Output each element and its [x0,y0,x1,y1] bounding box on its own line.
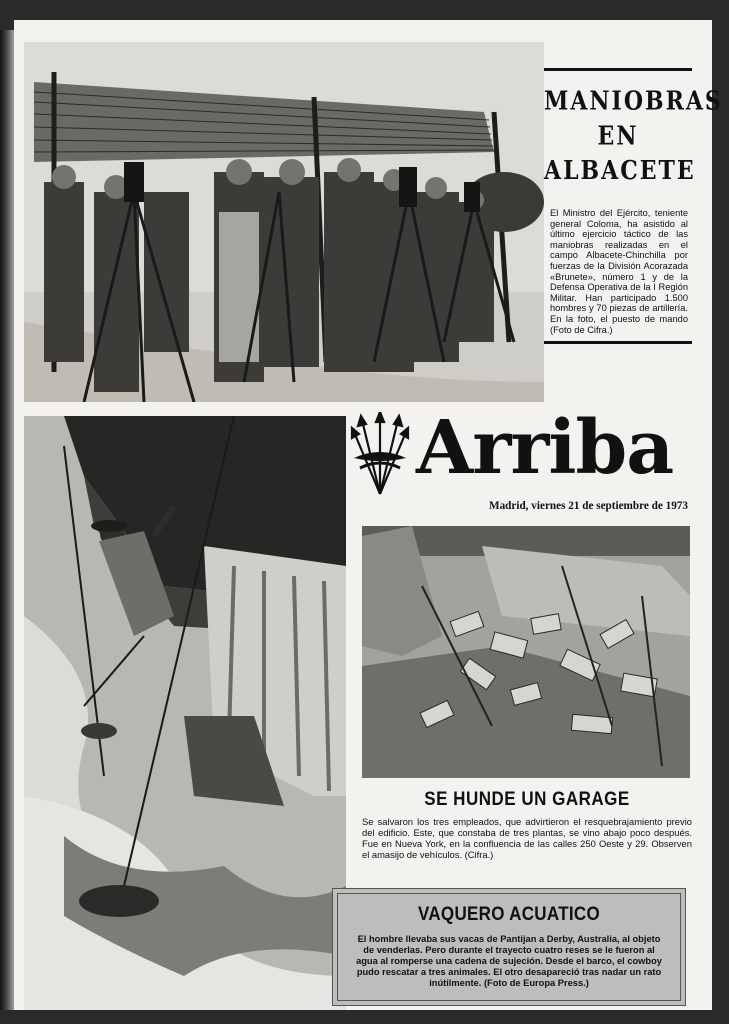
military-maneuvers-photo [24,42,544,402]
vaquero-article [332,888,686,1006]
maniobras-article [544,68,723,344]
garage-caption: Se salvaron los tres empleados, que advirtieron el resquebrajamiento previo del edificio. Este, que constaba de tres plantas, se vino abajo poco después. Fue en Nueva York, en la confluencia de las calles 250 Oeste y 29. Observen el amasijo de vehículos. (Cifra.) [362,816,692,860]
garage-collapse-photo [362,526,690,778]
vaquero-inner-border [337,893,681,1001]
cattle-rescue-photo [24,416,346,1010]
newspaper-masthead: Arriba [416,405,674,491]
vaquero-caption: El hombre llevaba sus vacas de Pantijan a Derby, Australia, al objeto de venderlas. Pero durante el trayecto cuatro reses se le fueron al agua al romperse una cadena de sujeción. Desde el barco, el cowboy pudo rescatar a tres animales. El otro desapareció tras nadar un rato inútilmente. (Foto de Europa Press.) [356,934,662,988]
vaquero-headline: VAQUERO ACUATICO [417,902,601,925]
maniobras-title-line2: EN ALBACETE [544,120,696,187]
yoke-and-arrows-icon [350,412,410,497]
maniobras-title [544,84,723,188]
dateline: Madrid, viernes 21 de septiembre de 1973 [489,500,688,512]
maniobras-title-line1: MANIOBRAS [544,85,723,117]
maniobras-body: El Ministro del Ejército, teniente general Coloma, ha asistido al último ejercicio táctico de las maniobras realizadas en el campo Albacete-Chinchilla por fuerzas de la División Acorazada «Brunete», número 1 y de la Defensa Operativa de la I Región Militar. Han participado 1.500 hombres y 70 piezas de artillería. En la foto, el puesto de mando (Foto de Cifra.) [550,208,688,335]
garage-headline: SE HUNDE UN GARAGE [424,787,630,810]
newspaper-page [14,20,723,1010]
